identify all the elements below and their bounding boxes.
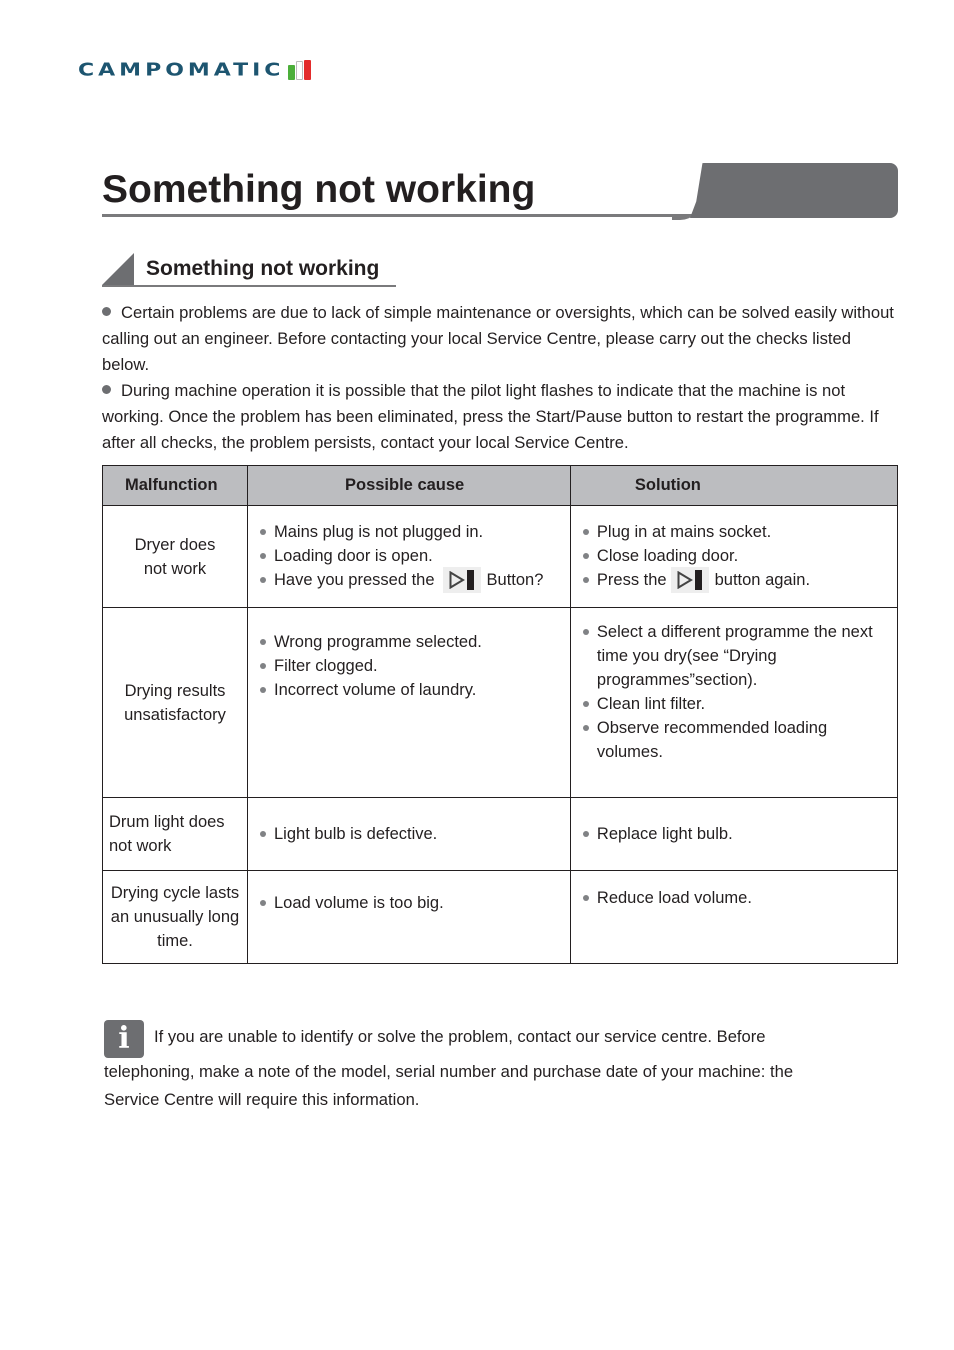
title-tab-decoration [690, 163, 898, 218]
list-item: Filter clogged. [260, 654, 562, 678]
intro-paragraph: Certain problems are due to lack of simple maintenance or oversights, which can be solved easily without calling out an engineer. Before contacting your local Service Centre, please carry out the checks listed below. [102, 303, 894, 374]
table-row [103, 871, 898, 964]
play-pause-icon [671, 567, 709, 593]
malfunction-cell: Drying results unsatisfactory [103, 608, 248, 798]
info-note [104, 1020, 844, 1114]
intro-text [102, 300, 902, 456]
malfunction-cell: Drying cycle lasts an unusually long time. [103, 871, 248, 964]
table-row [103, 608, 898, 798]
cause-cell [248, 798, 571, 871]
list-item: Mains plug is not plugged in. [260, 520, 562, 544]
table-row [103, 798, 898, 871]
solution-cell [570, 608, 897, 798]
cause-cell [248, 506, 571, 608]
bullet-icon [102, 385, 111, 394]
cause-cell [248, 608, 571, 798]
page-title: Something not working [102, 168, 536, 211]
header-solution: Solution [570, 466, 897, 506]
section-heading [102, 253, 379, 285]
list-item: Light bulb is defective. [260, 822, 562, 846]
brand-logo [78, 58, 311, 82]
header-malfunction: Malfunction [103, 466, 248, 506]
italian-flag-icon [288, 60, 311, 80]
table-header-row [103, 466, 898, 506]
list-item: Plug in at mains socket. [583, 520, 889, 544]
section-title: Something not working [146, 257, 380, 280]
list-item: Close loading door. [583, 544, 889, 568]
troubleshooting-table [102, 465, 898, 964]
bullet-icon [102, 307, 111, 316]
intro-paragraph: During machine operation it is possible that the pilot light flashes to indicate that the machine is not working. Once the problem has been eliminated, press the Start/Pause button to restart the programme. If after all checks, the problem persists, contact your local Service Centre. [102, 381, 879, 452]
list-item: Reduce load volume. [583, 886, 889, 910]
note-text: If you are unable to identify or solve the problem, contact our service centre. Before telephoning, make a note of the model, serial number and purchase date of your machine: the Service Centre will require this information. [104, 1027, 794, 1109]
section-triangle-icon [102, 253, 134, 285]
cause-cell [248, 871, 571, 964]
list-item: Clean lint filter. [583, 692, 889, 716]
list-item: Press the button again. [583, 568, 889, 592]
solution-cell [570, 871, 897, 964]
table-row [103, 506, 898, 608]
list-item: Wrong programme selected. [260, 630, 562, 654]
list-item: Incorrect volume of laundry. [260, 678, 562, 702]
list-item: Load volume is too big. [260, 891, 562, 915]
solution-cell [570, 506, 897, 608]
list-item: Loading door is open. [260, 544, 562, 568]
list-item: Have you pressed the Button? [260, 568, 562, 592]
header-possible-cause: Possible cause [248, 466, 571, 506]
title-underline [102, 214, 702, 217]
list-item: Select a different programme the next time you dry(see “Drying programmes”section). [583, 620, 889, 692]
play-pause-icon [443, 567, 481, 593]
info-icon: i [104, 1020, 144, 1058]
list-item: Replace light bulb. [583, 822, 889, 846]
malfunction-cell: Drum light does not work [103, 798, 248, 871]
section-underline [102, 285, 396, 287]
solution-cell [570, 798, 897, 871]
malfunction-cell: Dryer does not work [103, 506, 248, 608]
list-item: Observe recommended loading volumes. [583, 716, 889, 764]
logo-text: CAMPOMATIC [78, 60, 285, 80]
